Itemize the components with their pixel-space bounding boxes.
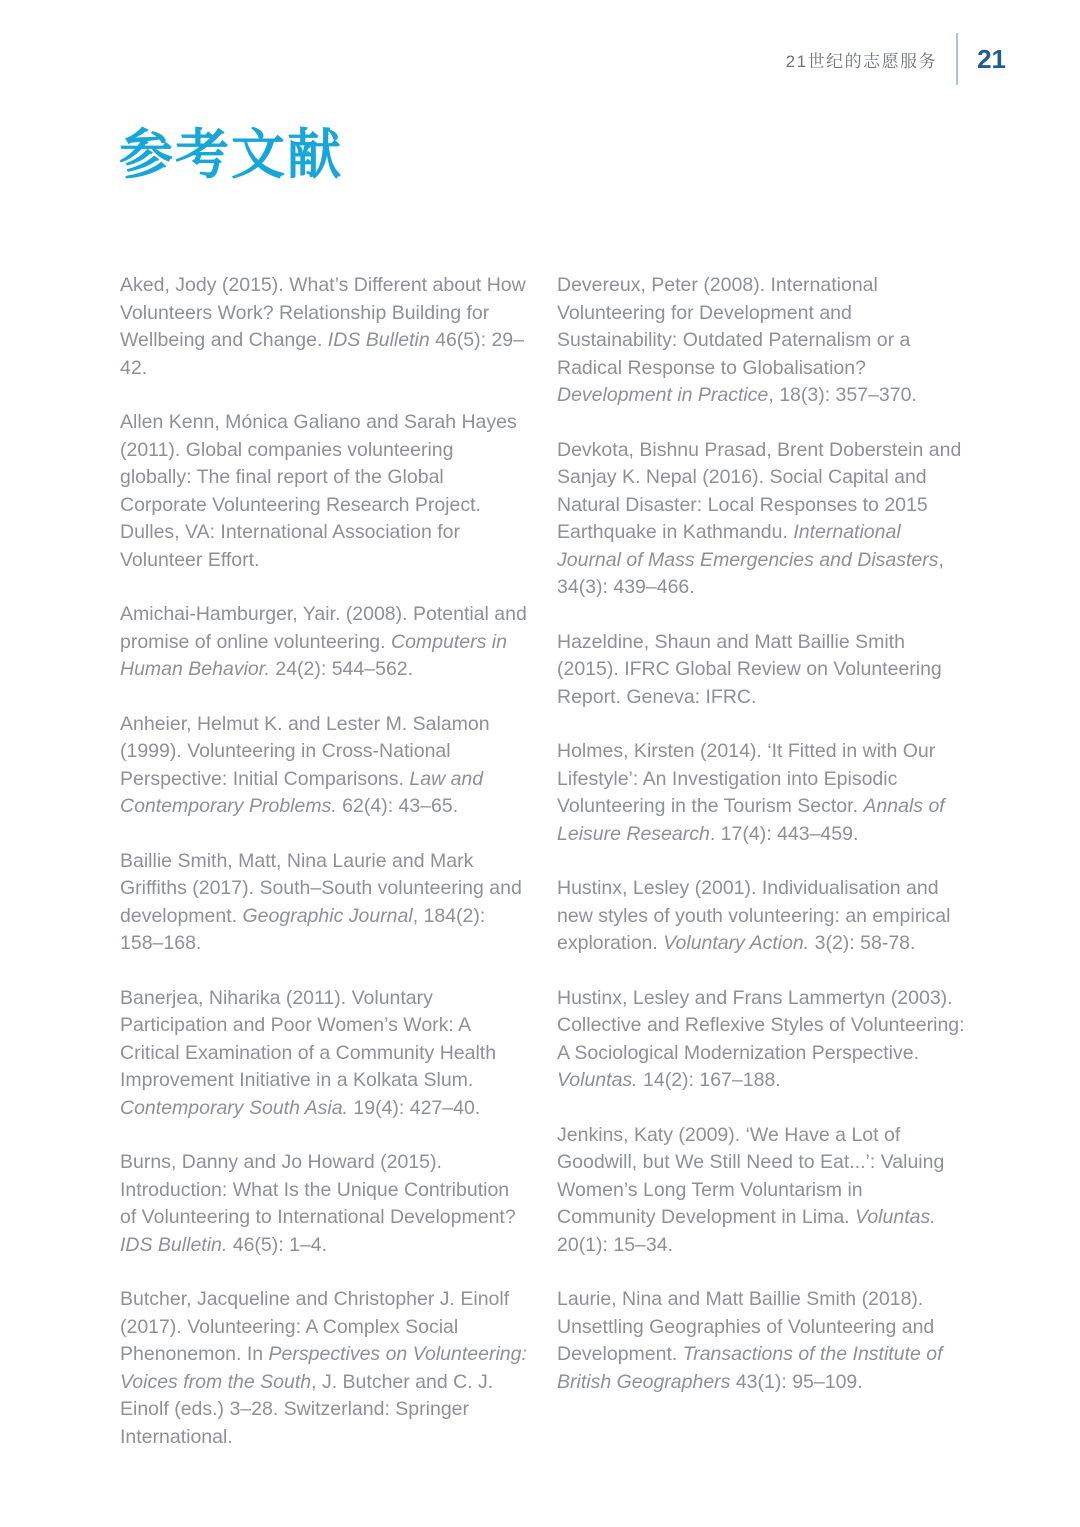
reference-entry: [120, 272, 529, 382]
reference-entry: [120, 1286, 529, 1451]
reference-text: 46(5): 1–4.: [227, 1233, 328, 1256]
reference-journal-name: Voluntas.: [557, 1069, 638, 1091]
page-header: [786, 33, 1006, 85]
reference-text: 3(2): 58-78.: [809, 932, 916, 954]
reference-text: Amichai-Hamburger, Yair. (2008). Potential and promise of online volunteering.: [120, 603, 527, 653]
reference-journal-name: Computers in Human Behavior.: [120, 630, 507, 680]
page-title: 参考文献: [119, 125, 343, 185]
reference-text: Aked, Jody (2015). What’s Different about How Volunteers Work? Relationship Building for Wellbeing and Change.: [120, 274, 526, 351]
reference-entry: [120, 601, 529, 684]
reference-entry: [557, 985, 966, 1095]
reference-journal-name: International Journal of Mass Emergencies and Disasters: [557, 521, 939, 571]
page-number: 21: [977, 43, 1006, 74]
reference-text: Holmes, Kirsten (2014). ‘It Fitted in with Our Lifestyle’: An Investigation into Episodic Volunteering in the Tourism Sector.: [557, 740, 936, 817]
reference-entry: [120, 848, 529, 958]
reference-text: 14(2): 167–188.: [637, 1069, 781, 1091]
reference-text: 46(5): 29–42.: [120, 329, 524, 379]
reference-journal-name: Development in Practice: [557, 384, 769, 406]
reference-text: , J. Butcher and C. J. Einolf (eds.) 3–28. Switzerland: Springer International.: [120, 1370, 494, 1448]
reference-text: , 34(3): 439–466.: [557, 548, 944, 598]
running-title: 21世纪的志愿服务: [785, 51, 938, 71]
reference-text: Burns, Danny and Jo Howard (2015). Introduction: What Is the Unique Contribution of Volunteering to International Development?: [120, 1151, 516, 1228]
reference-entry: [557, 1286, 966, 1396]
reference-text: . 17(4): 443–459.: [709, 822, 859, 845]
reference-entry: [557, 1122, 966, 1260]
reference-text: Jenkins, Katy (2009). ‘We Have a Lot of Goodwill, but We Still Need to Eat...’: Valuing Women’s Long Term Voluntarism in Community Development in Lima.: [557, 1123, 945, 1228]
reference-entry: [557, 272, 966, 410]
reference-journal-name: Transactions of the Institute of British Geographers: [557, 1343, 943, 1393]
reference-text: Laurie, Nina and Matt Baillie Smith (2018). Unsettling Geographies of Volunteering and Development.: [557, 1288, 935, 1365]
reference-entry: [120, 409, 529, 574]
reference-text: 19(4): 427–40.: [347, 1096, 481, 1119]
reference-entry: [120, 985, 529, 1123]
reference-text: , 18(3): 357–370.: [768, 384, 917, 406]
reference-entry: [557, 738, 966, 848]
references-column-left: [120, 272, 529, 1478]
reference-journal-name: Voluntary Action.: [663, 932, 810, 954]
reference-text: Baillie Smith, Matt, Nina Laurie and Mark Griffiths (2017). South–South volunteering and development.: [120, 849, 522, 927]
reference-journal-name: Law and Contemporary Problems.: [120, 767, 484, 817]
reference-entry: [557, 875, 966, 958]
references-list: [120, 272, 966, 1478]
reference-entry: [120, 711, 529, 821]
reference-text: Hazeldine, Shaun and Matt Baillie Smith (2015). IFRC Global Review on Volunteering Report. Geneva: IFRC.: [557, 630, 942, 708]
reference-text: 43(1): 95–109.: [730, 1370, 863, 1393]
reference-text: Devereux, Peter (2008). International Volunteering for Development and Sustainability: Outdated Paternalism or a Radical Response to Globalisation?: [557, 274, 911, 379]
reference-text: Hustinx, Lesley (2001). Individualisation and new styles of youth volunteering: an empirical exploration.: [557, 877, 951, 954]
reference-entry: [557, 437, 966, 602]
header-divider: [956, 33, 958, 85]
reference-entry: [120, 1149, 529, 1259]
reference-text: 24(2): 544–562.: [269, 658, 414, 680]
references-column-right: [557, 272, 966, 1478]
reference-text: Allen Kenn, Mónica Galiano and Sarah Hayes (2011). Global companies volunteering globally: The final report of the Global Corporate Volunteering Research Project. Dulles, VA: International Association for Volunteer Effort.: [120, 411, 517, 571]
reference-journal-name: Geographic Journal: [242, 904, 413, 927]
reference-text: Banerjea, Niharika (2011). Voluntary Participation and Poor Women’s Work: A Critical Examination of a Community Health Improvement Initiative in a Kolkata Slum.: [120, 986, 497, 1091]
reference-journal-name: Contemporary South Asia.: [120, 1096, 348, 1119]
reference-entry: [557, 629, 966, 712]
reference-journal-name: Annals of Leisure Research: [557, 795, 945, 845]
reference-journal-name: IDS Bulletin: [327, 329, 430, 351]
reference-text: Hustinx, Lesley and Frans Lammertyn (2003). Collective and Reflexive Styles of Volunteering: A Sociological Modernization Perspective.: [557, 986, 965, 1064]
reference-text: Anheier, Helmut K. and Lester M. Salamon (1999). Volunteering in Cross-National Perspective: Initial Comparisons.: [120, 712, 490, 790]
reference-text: 20(1): 15–34.: [557, 1233, 674, 1256]
reference-journal-name: Perspectives on Volunteering: Voices from the South: [120, 1343, 527, 1393]
reference-text: Devkota, Bishnu Prasad, Brent Doberstein and Sanjay K. Nepal (2016). Social Capital and Natural Disaster: Local Responses to 2015 Earthquake in Kathmandu.: [557, 438, 962, 543]
reference-text: 62(4): 43–65.: [336, 795, 459, 817]
reference-journal-name: IDS Bulletin.: [120, 1233, 228, 1256]
reference-journal-name: Voluntas.: [855, 1206, 936, 1228]
reference-text: , 184(2): 158–168.: [120, 904, 486, 954]
reference-text: Butcher, Jacqueline and Christopher J. Einolf (2017). Volunteering: A Complex Social Phenonemon. In: [120, 1288, 510, 1365]
